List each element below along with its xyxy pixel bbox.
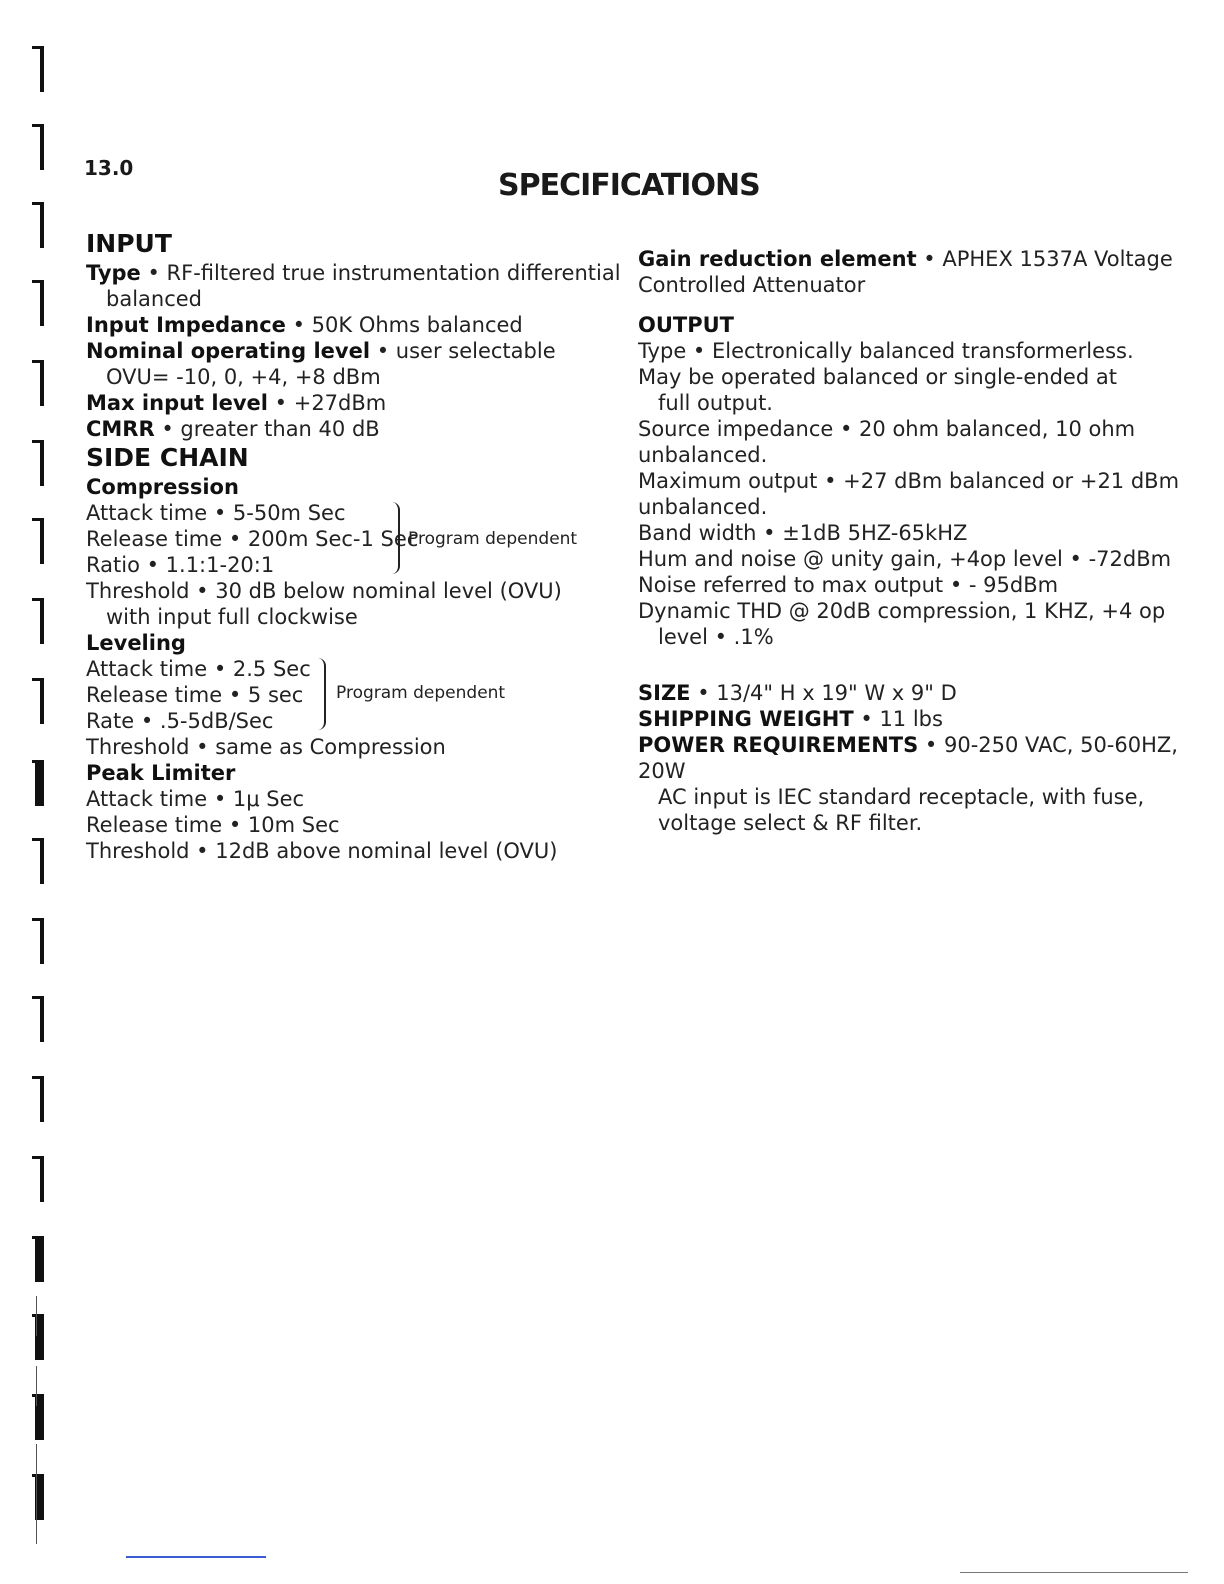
max-input-value: • +27dBm — [267, 391, 387, 415]
max-input-label: Max input level — [86, 391, 268, 415]
binder-mark — [28, 1236, 48, 1282]
binder-mark — [28, 760, 48, 806]
binder-mark — [28, 678, 48, 724]
peak-limiter-attack: Attack time • 1μ Sec — [86, 787, 305, 811]
input-impedance-value: • 50K Ohms balanced — [285, 313, 523, 337]
power-value: • 90-250 VAC, 50-60HZ, — [918, 733, 1178, 757]
input-impedance-row — [86, 312, 606, 338]
nominal-level-label: Nominal operating level — [86, 339, 371, 363]
compression-release: Release time • 200m Sec-1 Sec — [86, 527, 419, 551]
peak-limiter-release: Release time • 10m Sec — [86, 813, 340, 837]
binder-mark — [28, 996, 48, 1042]
output-line: Band width • ±1dB 5HZ-65kHZ — [638, 521, 968, 545]
output-line: Dynamic THD @ 20dB compression, 1 KHZ, +4 op — [638, 599, 1166, 623]
gain-reduction-cont: Controlled Attenuator — [638, 273, 866, 297]
binder-mark — [28, 46, 48, 92]
input-type-value: • RF-filtered true instrumentation differential — [140, 261, 621, 285]
size-row — [638, 680, 1158, 706]
page-edge-line — [36, 1366, 37, 1406]
power-label: POWER REQUIREMENTS — [638, 733, 919, 757]
binder-mark — [28, 280, 48, 326]
input-type-cont: balanced — [106, 287, 203, 311]
input-heading: INPUT — [86, 229, 172, 258]
peak-limiter-threshold: Threshold • 12dB above nominal level (OVU) — [86, 839, 558, 863]
binder-mark — [28, 918, 48, 964]
weight-row — [638, 706, 1158, 732]
compression-note: Program dependent — [408, 529, 578, 549]
binder-mark — [28, 1156, 48, 1202]
power-row — [638, 732, 1178, 758]
cmrr-value: • greater than 40 dB — [154, 417, 380, 441]
binder-mark — [28, 1314, 48, 1360]
right-column — [638, 246, 1180, 836]
output-line: Noise referred to max output • - 95dBm — [638, 573, 1059, 597]
compression-attack: Attack time • 5-50m Sec — [86, 501, 346, 525]
footer-rule-right — [960, 1572, 1188, 1573]
binder-mark — [28, 518, 48, 564]
footer-rule-left — [126, 1556, 266, 1558]
compression-brace — [390, 502, 400, 574]
input-impedance-label: Input Impedance — [86, 313, 286, 337]
nominal-level-row — [86, 338, 606, 364]
output-line: Maximum output • +27 dBm balanced or +21 dBm — [638, 469, 1180, 493]
binder-mark — [28, 1474, 48, 1520]
output-line: Type • Electronically balanced transformerless. — [638, 339, 1134, 363]
page-edge-line — [36, 1444, 37, 1544]
binder-mark — [28, 360, 48, 406]
size-value: • 13/4" H x 19" W x 9" D — [690, 681, 957, 705]
nominal-level-value: • user selectable — [370, 339, 556, 363]
input-type-row — [86, 260, 621, 286]
cmrr-label: CMRR — [86, 417, 155, 441]
leveling-rate: Rate • .5-5dB/Sec — [86, 709, 274, 733]
leveling-attack: Attack time • 2.5 Sec — [86, 657, 311, 681]
left-column — [86, 228, 621, 864]
size-label: SIZE — [638, 681, 691, 705]
binder-mark — [28, 440, 48, 486]
weight-value: • 11 lbs — [853, 707, 943, 731]
leveling-note: Program dependent — [336, 683, 506, 703]
cmrr-row — [86, 416, 606, 442]
output-line: Hum and noise @ unity gain, +4op level • -72dBm — [638, 547, 1172, 571]
output-line: level • .1% — [658, 625, 774, 649]
compression-group — [86, 500, 606, 578]
weight-label: SHIPPING WEIGHT — [638, 707, 854, 731]
leveling-group — [86, 656, 606, 734]
compression-heading: Compression — [86, 475, 239, 499]
compression-ratio: Ratio • 1.1:1-20:1 — [86, 553, 275, 577]
page-title: SPECIFICATIONS — [498, 168, 760, 203]
leveling-release: Release time • 5 sec — [86, 683, 304, 707]
output-line: full output. — [658, 391, 773, 415]
max-input-row — [86, 390, 606, 416]
compression-threshold: Threshold • 30 dB below nominal level (OVU) — [86, 579, 562, 603]
output-line: May be operated balanced or single-ended at — [638, 365, 1117, 389]
output-line: unbalanced. — [638, 443, 768, 467]
binder-mark — [28, 1076, 48, 1122]
binder-mark — [28, 124, 48, 170]
gain-reduction-row — [638, 246, 1173, 272]
section-number: 13.0 — [84, 156, 134, 180]
gain-reduction-label: Gain reduction element — [638, 247, 917, 271]
output-line: Source impedance • 20 ohm balanced, 10 ohm — [638, 417, 1136, 441]
page-edge-line — [36, 1296, 37, 1336]
input-type-label: Type — [86, 261, 141, 285]
side-chain-heading: SIDE CHAIN — [86, 443, 249, 472]
output-heading: OUTPUT — [638, 313, 734, 337]
leveling-threshold: Threshold • same as Compression — [86, 735, 446, 759]
gain-reduction-value: • APHEX 1537A Voltage — [916, 247, 1173, 271]
binder-mark — [28, 598, 48, 644]
binder-mark — [28, 1394, 48, 1440]
peak-limiter-heading: Peak Limiter — [86, 761, 236, 785]
leveling-heading: Leveling — [86, 631, 186, 655]
output-line: unbalanced. — [638, 495, 768, 519]
leveling-brace — [316, 658, 326, 730]
binder-mark — [28, 202, 48, 248]
compression-threshold-cont: with input full clockwise — [106, 605, 358, 629]
ac-input-line-1: AC input is IEC standard receptacle, with fuse, — [658, 785, 1145, 809]
nominal-level-cont: OVU= -10, 0, +4, +8 dBm — [106, 365, 381, 389]
ac-input-line-2: voltage select & RF filter. — [658, 811, 923, 835]
binder-mark — [28, 838, 48, 884]
power-cont: 20W — [638, 759, 686, 783]
